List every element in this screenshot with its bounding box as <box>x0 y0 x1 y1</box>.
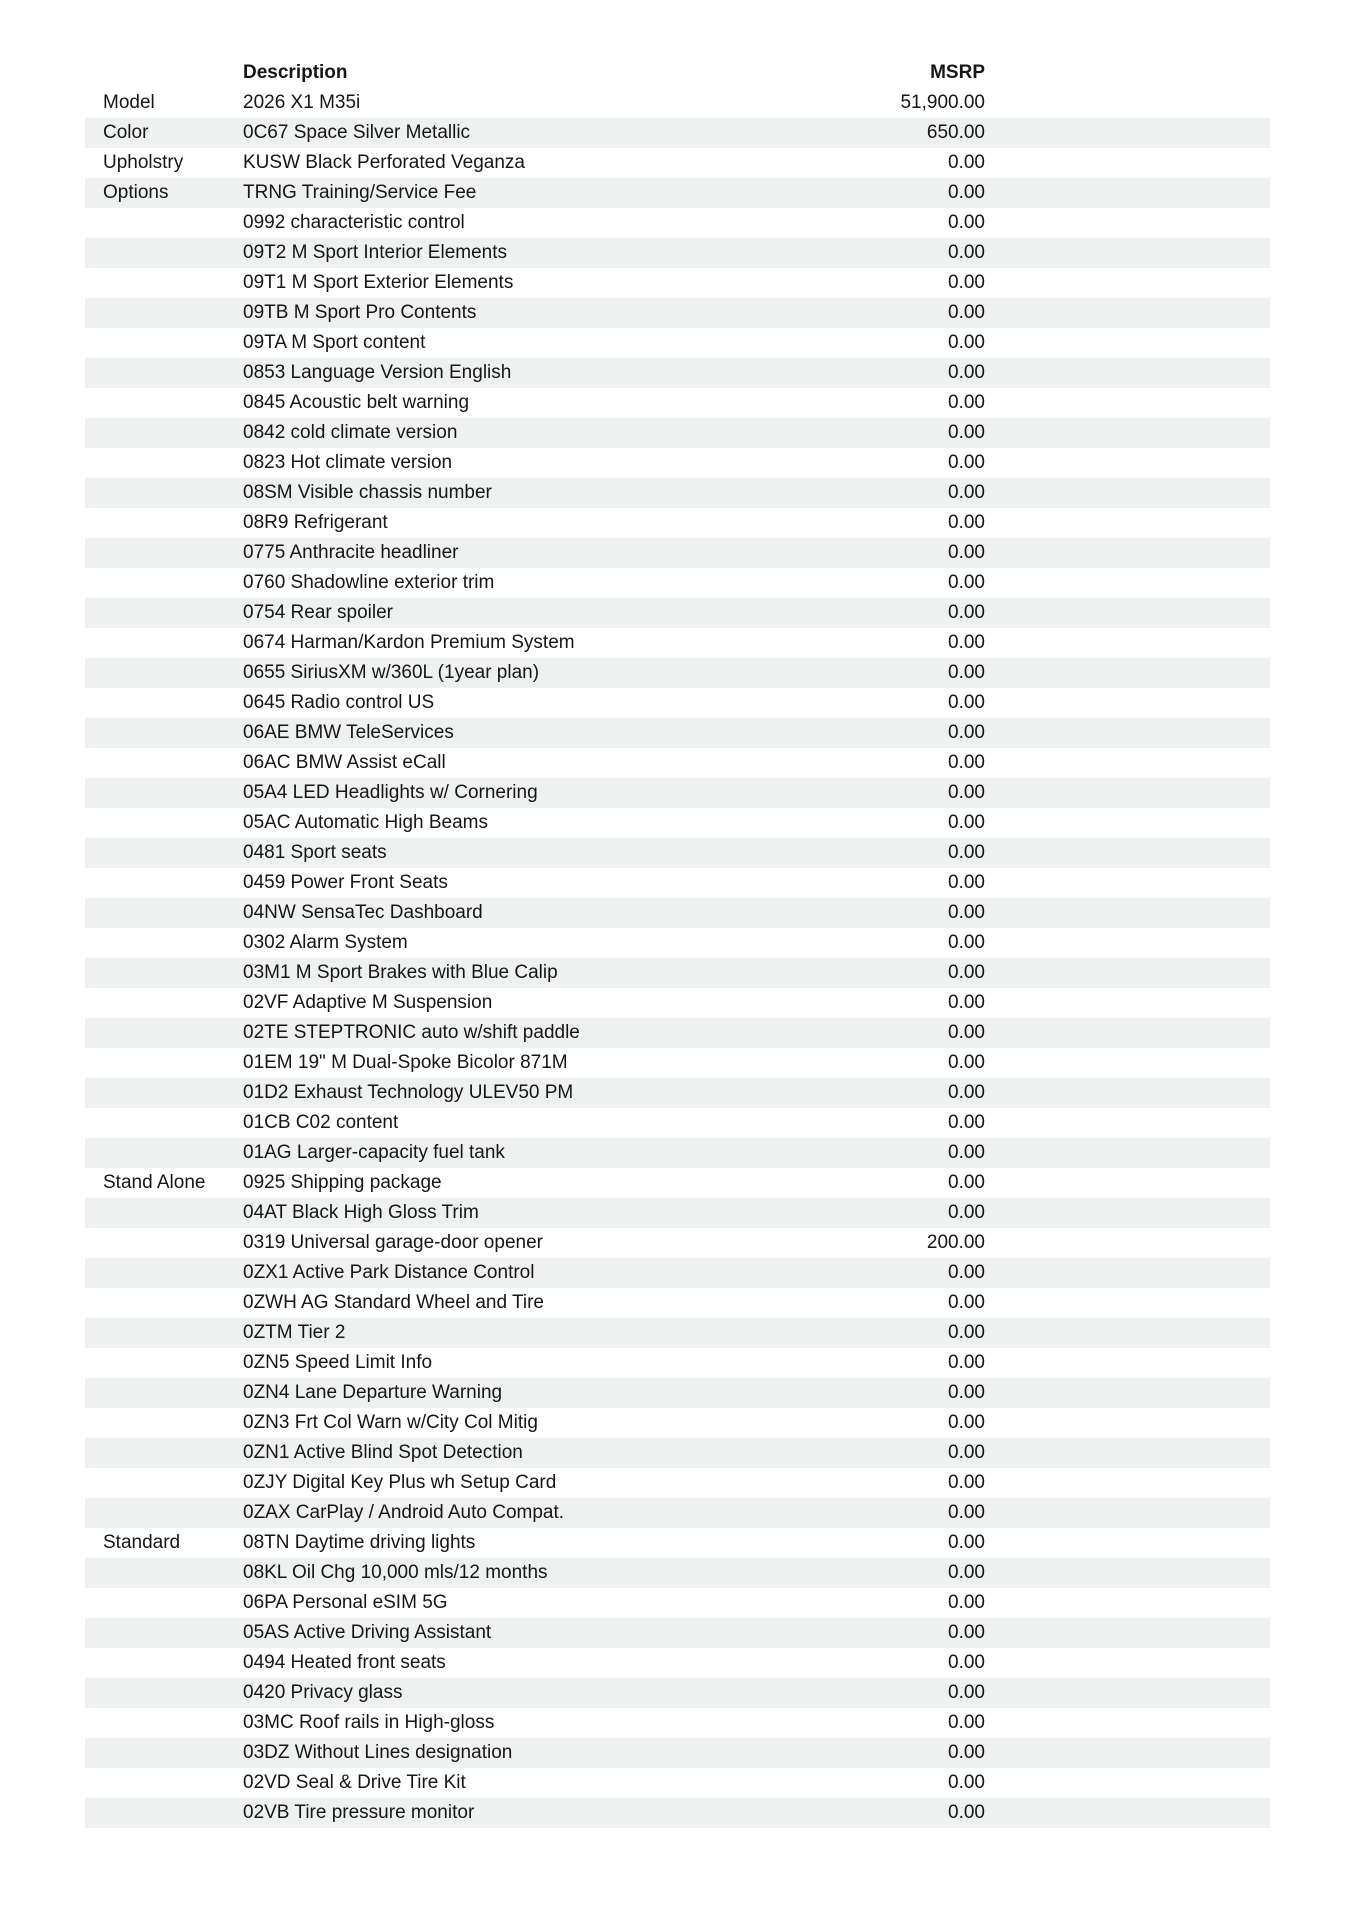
row-description: 08SM Visible chassis number <box>243 482 492 503</box>
row-spacer <box>985 118 1270 148</box>
row-category-label <box>85 808 243 838</box>
row-description: 0481 Sport seats <box>243 842 387 863</box>
table-row <box>85 1738 1270 1768</box>
row-category-label <box>85 298 243 328</box>
row-category-label <box>85 1618 243 1648</box>
row-category-label: Model <box>103 92 155 113</box>
table-row <box>85 1288 1270 1318</box>
table-row <box>85 1408 1270 1438</box>
row-spacer <box>985 478 1270 508</box>
row-msrp-value: 0.00 <box>948 272 985 293</box>
row-msrp-value: 0.00 <box>948 1592 985 1613</box>
row-category-label: Color <box>103 122 149 143</box>
row-msrp-value: 650.00 <box>926 122 985 143</box>
row-msrp-value: 0.00 <box>948 1412 985 1433</box>
row-category-label <box>85 448 243 478</box>
row-spacer <box>985 1618 1270 1648</box>
row-msrp-value: 0.00 <box>948 1652 985 1673</box>
row-category-label <box>85 1138 243 1168</box>
row-msrp-value: 0.00 <box>948 542 985 563</box>
row-category-label <box>85 1648 243 1678</box>
row-spacer <box>985 868 1270 898</box>
row-msrp-value: 0.00 <box>948 1052 985 1073</box>
row-category-label <box>85 718 243 748</box>
row-description: 01CB C02 content <box>243 1112 399 1133</box>
row-category-label <box>85 1258 243 1288</box>
table-row <box>85 1648 1270 1678</box>
row-msrp-value: 0.00 <box>948 482 985 503</box>
row-spacer <box>985 298 1270 328</box>
row-description: 0494 Heated front seats <box>243 1652 446 1673</box>
row-spacer <box>985 658 1270 688</box>
row-spacer <box>985 1588 1270 1618</box>
row-msrp-value: 0.00 <box>948 1082 985 1103</box>
row-spacer <box>985 328 1270 358</box>
row-spacer <box>985 688 1270 718</box>
row-category-label <box>85 628 243 658</box>
row-msrp-value: 0.00 <box>948 452 985 473</box>
row-description: 02VB Tire pressure monitor <box>243 1802 475 1823</box>
row-category-label: Standard <box>103 1532 181 1553</box>
row-category-label <box>85 1798 243 1828</box>
row-description: 0760 Shadowline exterior trim <box>243 572 495 593</box>
row-msrp-value: 0.00 <box>948 1292 985 1313</box>
row-msrp-value: 0.00 <box>948 1742 985 1763</box>
table-row <box>85 508 1270 538</box>
row-category-label <box>85 538 243 568</box>
row-msrp-value: 0.00 <box>948 512 985 533</box>
row-description: 05AS Active Driving Assistant <box>243 1622 492 1643</box>
row-category-label <box>85 748 243 778</box>
row-description: 01AG Larger-capacity fuel tank <box>243 1142 505 1163</box>
row-description: 0674 Harman/Kardon Premium System <box>243 632 575 653</box>
row-spacer <box>985 808 1270 838</box>
table-row <box>85 328 1270 358</box>
row-description: 0845 Acoustic belt warning <box>243 392 470 413</box>
table-row <box>85 358 1270 388</box>
row-msrp-value: 0.00 <box>948 392 985 413</box>
table-row <box>85 958 1270 988</box>
row-spacer <box>985 1168 1270 1198</box>
row-category-label <box>85 958 243 988</box>
row-spacer <box>985 778 1270 808</box>
row-category-label <box>85 598 243 628</box>
row-category-label <box>85 238 243 268</box>
row-spacer <box>985 628 1270 658</box>
vehicle-options-table <box>0 57 1357 1828</box>
row-msrp-value: 0.00 <box>948 692 985 713</box>
table-row <box>85 1108 1270 1138</box>
row-description: 0ZWH AG Standard Wheel and Tire <box>243 1292 544 1313</box>
row-category-label <box>85 778 243 808</box>
row-description: 09T1 M Sport Exterior Elements <box>243 272 514 293</box>
row-spacer <box>985 448 1270 478</box>
table-row <box>85 568 1270 598</box>
table-row <box>85 1168 1270 1198</box>
table-row <box>85 208 1270 238</box>
table-row <box>85 1258 1270 1288</box>
row-category-label <box>85 1498 243 1528</box>
row-description: 05AC Automatic High Beams <box>243 812 489 833</box>
row-description: 0823 Hot climate version <box>243 452 453 473</box>
table-row <box>85 1018 1270 1048</box>
row-spacer <box>985 988 1270 1018</box>
row-msrp-value: 0.00 <box>948 662 985 683</box>
table-row <box>85 238 1270 268</box>
row-category-label: Options <box>103 182 169 203</box>
table-row <box>85 1528 1270 1558</box>
table-row <box>85 1198 1270 1228</box>
row-msrp-value: 0.00 <box>948 1532 985 1553</box>
row-msrp-value: 0.00 <box>948 1682 985 1703</box>
row-msrp-value: 0.00 <box>948 242 985 263</box>
table-row <box>85 1618 1270 1648</box>
row-category-label <box>85 838 243 868</box>
row-description: 03M1 M Sport Brakes with Blue Calip <box>243 962 558 983</box>
row-category-label <box>85 268 243 298</box>
row-spacer <box>985 1048 1270 1078</box>
row-spacer <box>985 418 1270 448</box>
row-msrp-value: 0.00 <box>948 1382 985 1403</box>
row-category-label <box>85 688 243 718</box>
row-description: 04AT Black High Gloss Trim <box>243 1202 479 1223</box>
row-spacer <box>985 238 1270 268</box>
row-description: 02VD Seal & Drive Tire Kit <box>243 1772 466 1793</box>
row-category-label <box>85 388 243 418</box>
row-msrp-value: 0.00 <box>948 302 985 323</box>
table-row <box>85 1228 1270 1258</box>
row-spacer <box>985 1498 1270 1528</box>
row-description: 03MC Roof rails in High-gloss <box>243 1712 495 1733</box>
row-spacer <box>985 898 1270 928</box>
row-spacer <box>985 1258 1270 1288</box>
row-category-label <box>85 988 243 1018</box>
row-msrp-value: 0.00 <box>948 1562 985 1583</box>
row-description: KUSW Black Perforated Veganza <box>243 152 525 173</box>
row-description: 0992 characteristic control <box>243 212 465 233</box>
table-row <box>85 1378 1270 1408</box>
row-category-label <box>85 1708 243 1738</box>
row-spacer <box>985 208 1270 238</box>
row-msrp-value: 0.00 <box>948 872 985 893</box>
row-description: 0302 Alarm System <box>243 932 408 953</box>
row-category-label: Upholstry <box>103 152 184 173</box>
table-row <box>85 1558 1270 1588</box>
row-description: 06AE BMW TeleServices <box>243 722 454 743</box>
row-spacer <box>985 928 1270 958</box>
row-msrp-value: 0.00 <box>948 602 985 623</box>
row-msrp-value: 0.00 <box>948 1142 985 1163</box>
row-category-label <box>85 478 243 508</box>
table-row <box>85 388 1270 418</box>
row-spacer <box>985 1678 1270 1708</box>
table-row <box>85 1138 1270 1168</box>
table-row <box>85 1318 1270 1348</box>
table-row <box>85 1438 1270 1468</box>
description-column-header: Description <box>243 62 348 83</box>
row-description: 0C67 Space Silver Metallic <box>243 122 471 143</box>
row-description: 0ZTM Tier 2 <box>243 1322 346 1343</box>
row-description: 0ZX1 Active Park Distance Control <box>243 1262 535 1283</box>
row-category-label <box>85 1108 243 1138</box>
row-description: 0ZN1 Active Blind Spot Detection <box>243 1442 523 1463</box>
table-row <box>85 598 1270 628</box>
row-spacer <box>985 1078 1270 1108</box>
row-spacer <box>985 178 1270 208</box>
table-row <box>85 988 1270 1018</box>
row-spacer <box>985 718 1270 748</box>
row-spacer <box>985 1648 1270 1678</box>
row-description: TRNG Training/Service Fee <box>243 182 477 203</box>
row-spacer <box>985 568 1270 598</box>
row-description: 0655 SiriusXM w/360L (1year plan) <box>243 662 540 683</box>
category-column-header <box>85 57 243 88</box>
row-category-label <box>85 1468 243 1498</box>
row-spacer <box>985 1108 1270 1138</box>
row-spacer <box>985 1138 1270 1168</box>
row-spacer <box>985 1528 1270 1558</box>
row-msrp-value: 0.00 <box>948 332 985 353</box>
row-category-label <box>85 658 243 688</box>
row-spacer <box>985 958 1270 988</box>
table-row <box>85 178 1270 208</box>
row-msrp-value: 0.00 <box>948 1112 985 1133</box>
table-row <box>85 928 1270 958</box>
row-description: 0319 Universal garage-door opener <box>243 1232 543 1253</box>
row-msrp-value: 51,900.00 <box>900 92 985 113</box>
row-description: 0ZJY Digital Key Plus wh Setup Card <box>243 1472 557 1493</box>
row-msrp-value: 0.00 <box>948 842 985 863</box>
row-spacer <box>985 538 1270 568</box>
row-spacer <box>985 838 1270 868</box>
row-description: 08R9 Refrigerant <box>243 512 388 533</box>
row-description: 0925 Shipping package <box>243 1172 442 1193</box>
table-row <box>85 1348 1270 1378</box>
row-msrp-value: 0.00 <box>948 1172 985 1193</box>
table-header-row <box>85 57 1270 88</box>
row-description: 05A4 LED Headlights w/ Cornering <box>243 782 538 803</box>
row-description: 0ZN5 Speed Limit Info <box>243 1352 433 1373</box>
row-description: 09TB M Sport Pro Contents <box>243 302 477 323</box>
row-description: 08TN Daytime driving lights <box>243 1532 476 1553</box>
header-spacer <box>985 57 1270 88</box>
row-spacer <box>985 1468 1270 1498</box>
row-spacer <box>985 1288 1270 1318</box>
row-spacer <box>985 1558 1270 1588</box>
row-spacer <box>985 1228 1270 1258</box>
table-row <box>85 1468 1270 1498</box>
table-row <box>85 1798 1270 1828</box>
row-msrp-value: 0.00 <box>948 932 985 953</box>
row-msrp-value: 0.00 <box>948 1352 985 1373</box>
row-spacer <box>985 148 1270 178</box>
row-description: 0420 Privacy glass <box>243 1682 403 1703</box>
row-spacer <box>985 358 1270 388</box>
table-row <box>85 1708 1270 1738</box>
table-row <box>85 1678 1270 1708</box>
row-description: 0775 Anthracite headliner <box>243 542 459 563</box>
table-row <box>85 658 1270 688</box>
row-category-label <box>85 1348 243 1378</box>
table-row <box>85 718 1270 748</box>
row-spacer <box>985 508 1270 538</box>
row-msrp-value: 0.00 <box>948 812 985 833</box>
row-msrp-value: 0.00 <box>948 1472 985 1493</box>
table-row <box>85 148 1270 178</box>
row-msrp-value: 0.00 <box>948 962 985 983</box>
row-category-label <box>85 868 243 898</box>
msrp-column-header: MSRP <box>930 62 985 83</box>
row-description: 02TE STEPTRONIC auto w/shift paddle <box>243 1022 580 1043</box>
row-description: 09TA M Sport content <box>243 332 426 353</box>
table-row <box>85 1768 1270 1798</box>
row-spacer <box>985 748 1270 778</box>
row-category-label <box>85 1738 243 1768</box>
row-msrp-value: 0.00 <box>948 752 985 773</box>
row-category-label <box>85 568 243 598</box>
table-row <box>85 418 1270 448</box>
row-msrp-value: 0.00 <box>948 1502 985 1523</box>
row-category-label: Stand Alone <box>103 1172 206 1193</box>
row-category-label <box>85 1678 243 1708</box>
row-category-label <box>85 1378 243 1408</box>
table-row <box>85 448 1270 478</box>
row-description: 0853 Language Version English <box>243 362 512 383</box>
table-row <box>85 88 1270 118</box>
row-msrp-value: 200.00 <box>926 1232 985 1253</box>
row-description: 01EM 19" M Dual-Spoke Bicolor 871M <box>243 1052 568 1073</box>
row-spacer <box>985 1408 1270 1438</box>
row-category-label <box>85 1438 243 1468</box>
row-category-label <box>85 898 243 928</box>
row-spacer <box>985 1738 1270 1768</box>
row-msrp-value: 0.00 <box>948 212 985 233</box>
row-category-label <box>85 1318 243 1348</box>
row-spacer <box>985 1018 1270 1048</box>
row-msrp-value: 0.00 <box>948 1712 985 1733</box>
row-msrp-value: 0.00 <box>948 632 985 653</box>
row-category-label <box>85 1588 243 1618</box>
row-category-label <box>85 928 243 958</box>
row-description: 0459 Power Front Seats <box>243 872 448 893</box>
table-row <box>85 778 1270 808</box>
row-spacer <box>985 88 1270 118</box>
table-row <box>85 838 1270 868</box>
row-category-label <box>85 358 243 388</box>
row-description: 01D2 Exhaust Technology ULEV50 PM <box>243 1082 574 1103</box>
row-description: 06PA Personal eSIM 5G <box>243 1592 448 1613</box>
row-category-label <box>85 1768 243 1798</box>
table-row <box>85 628 1270 658</box>
row-msrp-value: 0.00 <box>948 1442 985 1463</box>
row-description: 0645 Radio control US <box>243 692 435 713</box>
row-msrp-value: 0.00 <box>948 1622 985 1643</box>
table-body <box>0 88 1357 1828</box>
row-msrp-value: 0.00 <box>948 182 985 203</box>
row-description: 0754 Rear spoiler <box>243 602 393 623</box>
row-msrp-value: 0.00 <box>948 1202 985 1223</box>
row-msrp-value: 0.00 <box>948 1772 985 1793</box>
table-row <box>85 298 1270 328</box>
row-description: 2026 X1 M35i <box>243 92 361 113</box>
row-msrp-value: 0.00 <box>948 782 985 803</box>
row-category-label <box>85 1228 243 1258</box>
row-spacer <box>985 1378 1270 1408</box>
row-category-label <box>85 1288 243 1318</box>
row-msrp-value: 0.00 <box>948 362 985 383</box>
table-row <box>85 478 1270 508</box>
table-row <box>85 898 1270 928</box>
row-category-label <box>85 1558 243 1588</box>
row-description: 06AC BMW Assist eCall <box>243 752 446 773</box>
table-row <box>85 1498 1270 1528</box>
row-msrp-value: 0.00 <box>948 1802 985 1823</box>
row-spacer <box>985 1318 1270 1348</box>
table-row <box>85 868 1270 898</box>
table-row <box>85 748 1270 778</box>
row-spacer <box>985 1708 1270 1738</box>
row-category-label <box>85 328 243 358</box>
row-description: 02VF Adaptive M Suspension <box>243 992 493 1013</box>
table-row <box>85 688 1270 718</box>
row-spacer <box>985 598 1270 628</box>
table-row <box>85 808 1270 838</box>
row-category-label <box>85 418 243 448</box>
row-spacer <box>985 268 1270 298</box>
table-row <box>85 1078 1270 1108</box>
row-msrp-value: 0.00 <box>948 902 985 923</box>
row-category-label <box>85 1408 243 1438</box>
row-msrp-value: 0.00 <box>948 572 985 593</box>
row-category-label <box>85 208 243 238</box>
row-description: 08KL Oil Chg 10,000 mls/12 months <box>243 1562 548 1583</box>
row-category-label <box>85 508 243 538</box>
row-spacer <box>985 1198 1270 1228</box>
table-row <box>85 268 1270 298</box>
row-msrp-value: 0.00 <box>948 1262 985 1283</box>
row-spacer <box>985 1798 1270 1828</box>
row-msrp-value: 0.00 <box>948 1322 985 1343</box>
table-row <box>85 538 1270 568</box>
row-description: 0ZN3 Frt Col Warn w/City Col Mitig <box>243 1412 538 1433</box>
table-row <box>85 118 1270 148</box>
row-spacer <box>985 1348 1270 1378</box>
row-description: 03DZ Without Lines designation <box>243 1742 513 1763</box>
row-category-label <box>85 1078 243 1108</box>
row-category-label <box>85 1048 243 1078</box>
row-description: 0ZN4 Lane Departure Warning <box>243 1382 503 1403</box>
table-row <box>85 1048 1270 1078</box>
row-spacer <box>985 1438 1270 1468</box>
row-description: 09T2 M Sport Interior Elements <box>243 242 507 263</box>
row-spacer <box>985 388 1270 418</box>
row-description: 04NW SensaTec Dashboard <box>243 902 483 923</box>
row-description: 0ZAX CarPlay / Android Auto Compat. <box>243 1502 565 1523</box>
row-description: 0842 cold climate version <box>243 422 458 443</box>
row-spacer <box>985 1768 1270 1798</box>
row-msrp-value: 0.00 <box>948 1022 985 1043</box>
table-row <box>85 1588 1270 1618</box>
row-msrp-value: 0.00 <box>948 152 985 173</box>
row-msrp-value: 0.00 <box>948 992 985 1013</box>
row-category-label <box>85 1198 243 1228</box>
row-msrp-value: 0.00 <box>948 722 985 743</box>
row-msrp-value: 0.00 <box>948 422 985 443</box>
row-category-label <box>85 1018 243 1048</box>
